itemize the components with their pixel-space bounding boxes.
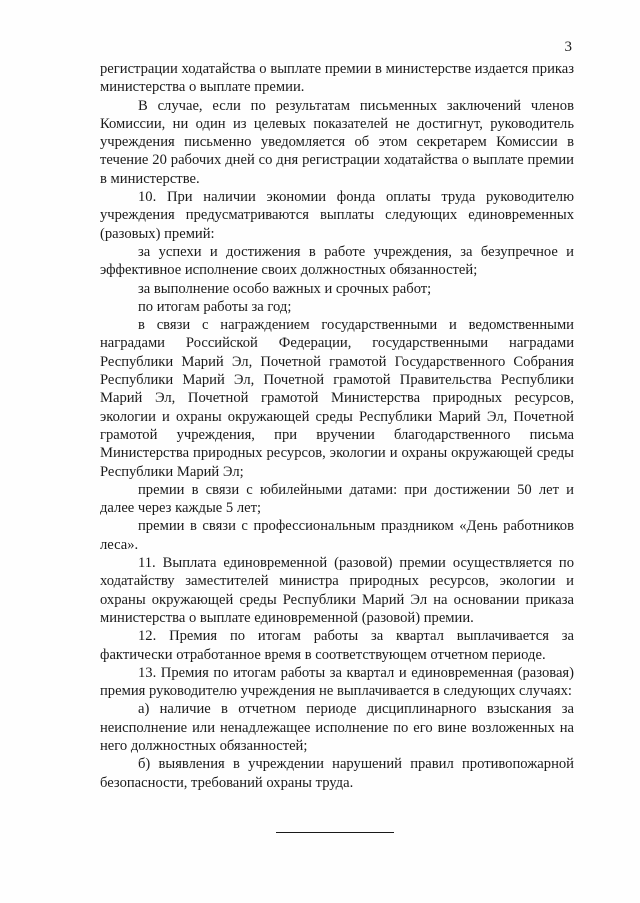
paragraph-commission-notice: В случае, если по результатам письменных заключений членов Комиссии, ни один из целевых показателей не достигнут, руководитель учреждения письменно уведомляется об этом секретарем Комиссии в течение 20 рабочих дней со дня регистрации ходатайства о выплате премии в министерстве. (100, 97, 574, 187)
paragraph-bonus-anniversary: премии в связи с юбилейными датами: при достижении 50 лет и далее через каждые 5 лет; (100, 481, 574, 517)
paragraph-clause-11: 11. Выплата единовременной (разовой) премии осуществляется по ходатайству заместителей министра природных ресурсов, экологии и охраны окружающей среды Республики Марий Эл на основании приказа министерства о выплате единовременной (разовой) премии. (100, 555, 574, 626)
page-number: 3 (564, 39, 572, 55)
paragraph-bonus-year-results: по итогам работы за год; (138, 298, 292, 315)
paragraph-bonus-achievements: за успехи и достижения в работе учреждения, за безупречное и эффективное исполнение своих должностных обязанностей; (100, 243, 574, 279)
paragraph-clause-10: 10. При наличии экономии фонда оплаты труда руководителю учреждения предусматриваются выплаты следующих единовременных (разовых) премий: (100, 189, 574, 242)
paragraph-bonus-forestry-day: премии в связи с профессиональным праздником «День работников леса». (100, 518, 574, 553)
paragraph-bonus-awards: в связи с награждением государственными и ведомственными наградами Российской Федерации, государственными наградами Республики Марий Эл, Почетной грамотой Государственного Собрания Республики Марий Эл, Почетной грамотой Правительства Республики Марий Эл, Почетной грамотой Министерства природных ресурсов, экологии и охраны окружающей среды Республики Марий Эл, Почетной грамотой учреждения, при вручении благодарственного письма Министерства природных ресурсов, экологии и охраны окружающей среды Республики Марий Эл; (100, 317, 574, 480)
paragraph-bonus-urgent-work: за выполнение особо важных и срочных работ; (138, 280, 432, 297)
paragraph-clause-13b: б) выявления в учреждении нарушений правил противопожарной безопасности, требований охраны труда. (100, 756, 574, 791)
paragraph-clause-13a: а) наличие в отчетном периоде дисциплинарного взыскания за неисполнение или ненадлежащее исполнение по его вине возложенных на него должностных обязанностей; (100, 701, 574, 754)
footer-divider-line (276, 832, 394, 833)
paragraph-clause-12: 12. Премия по итогам работы за квартал выплачивается за фактически отработанное время в соответствующем отчетном периоде. (100, 628, 574, 663)
paragraph-clause-13: 13. Премия по итогам работы за квартал и единовременная (разовая) премия руководителю учреждения не выплачивается в следующих случаях: (100, 664, 574, 700)
document-body (100, 60, 574, 792)
paragraph-continuation: регистрации ходатайства о выплате премии в министерстве издается приказ министерства о выплате премии. (100, 61, 574, 96)
